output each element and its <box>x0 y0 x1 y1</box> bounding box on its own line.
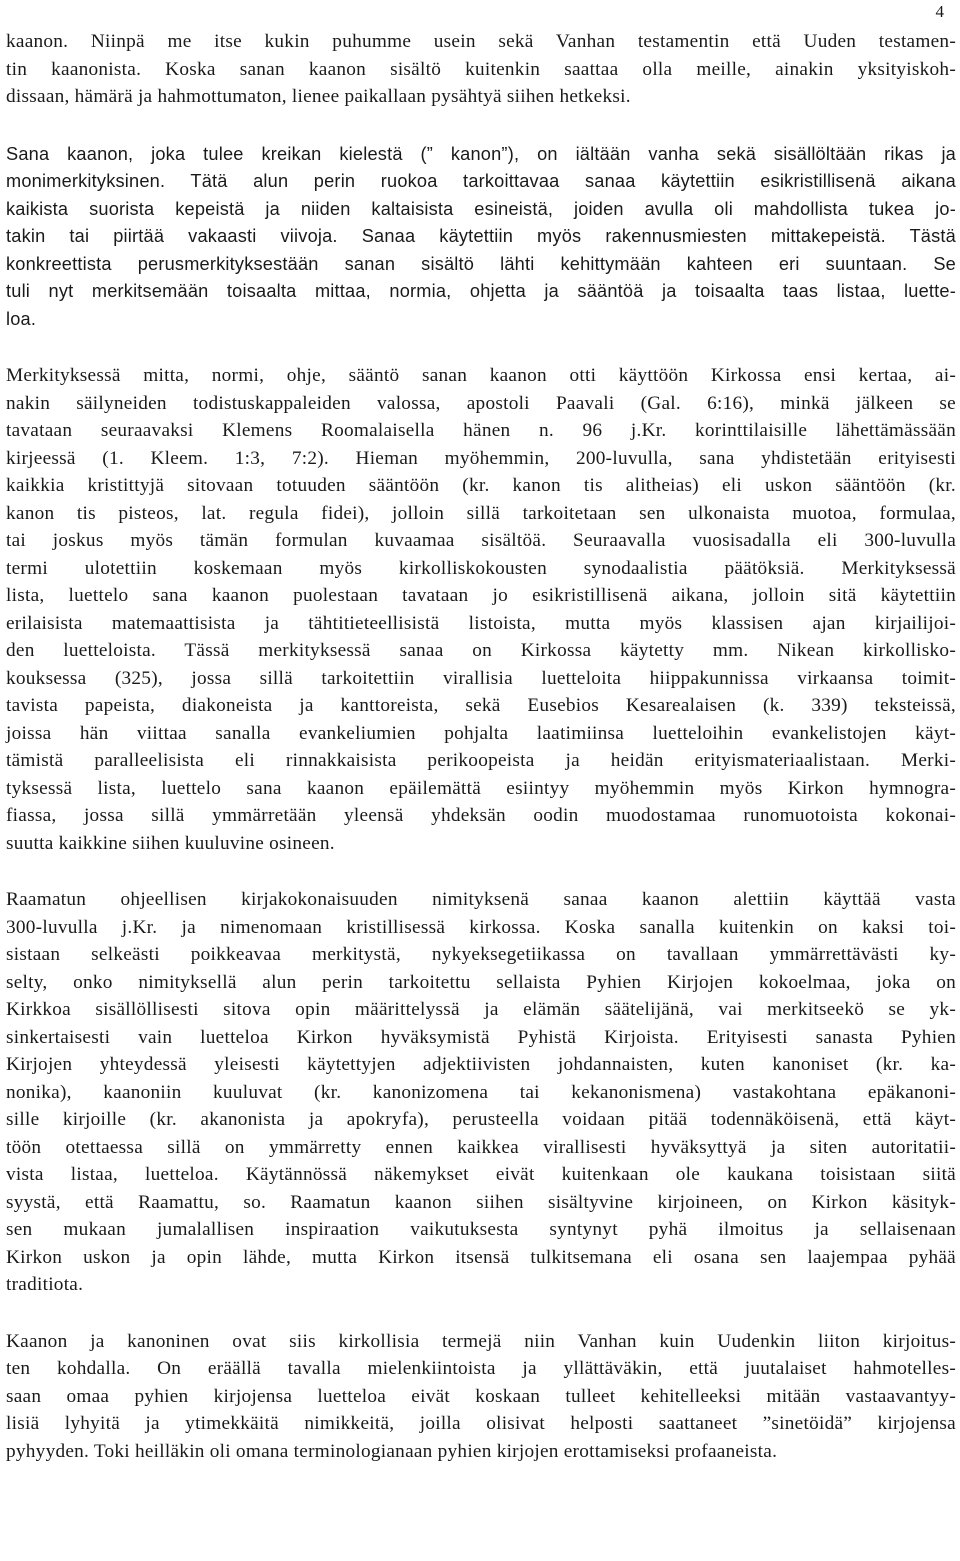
text-line: fiassa, jossa sillä ymmärretään yleensä yhdeksän oodin muodostamaa runomuotoista kokonai- <box>6 805 956 826</box>
paragraph <box>6 141 956 334</box>
text-line: konkreettista perusmerkityksestään sanan sisältö lähti kehittymään kahteen eri suuntaan. Se <box>6 253 956 274</box>
paragraph <box>6 362 956 857</box>
text-line: Kirkon uskon ja opin lähde, mutta Kirkon itsensä tulkitsemana eli osana sen laajempaa pyhää <box>6 1246 956 1268</box>
text-line: nakin säilyneiden todistuskappaleiden valossa, apostoli Paavali (Gal. 6:16), minkä jälkeen se <box>6 392 956 414</box>
text-line: suutta kaikkine siihen kuuluvine osineen. <box>6 832 335 854</box>
text-line: syystä, että Raamattu, so. Raamatun kaanon siihen sisältyvine kirjoineen, on Kirkon käsityk- <box>6 1191 956 1213</box>
text-line: kaikista suorista kepeistä ja niiden kaltaisista esineistä, joiden avulla oli mahdollista tukea jo- <box>6 198 956 219</box>
paragraph-gap <box>6 111 956 141</box>
text-line: vista listaa, luetteloa. Käytännössä näkemykset eivät kuitenkaan ole kaukana toisistaan siitä <box>6 1164 956 1185</box>
paragraph-gap <box>6 857 956 886</box>
text-line: Raamatun ohjeellisen kirjakokonaisuuden nimityksenä sanaa kaanon alettiin käyttää vasta <box>6 889 956 910</box>
paragraph-gap <box>6 1299 956 1328</box>
text-line: lista, luettelo sana kaanon puolestaan tavataan jo esikristillisenä aikana, jolloin sitä käytettiin <box>6 585 956 606</box>
text-line: sen mukaan jumalallisen inspiraation vaikutuksesta syntynyt pyhä ilmoitus ja sellaisenaan <box>6 1219 956 1240</box>
text-line: takin tai piirtää vakaasti viivoja. Sanaa käytettiin myös rakennusmiesten mittakepeistä. Tästä <box>6 226 956 246</box>
text-line: selty, onko nimityksellä alun perin tarkoitettu sellaista Pyhien Kirjojen kokoelmaa, joka on <box>6 971 956 993</box>
text-line: pyhyyden. Toki heilläkin oli omana terminologianaan pyhien kirjojen erottamiseksi profaaneista. <box>6 1440 778 1462</box>
text-line: sille kirjoille (kr. akanonista ja apokryfa), perusteella voidaan pitää todennäköisenä, että käyt- <box>6 1109 956 1130</box>
paragraph-gap <box>6 333 956 362</box>
paragraph <box>6 28 956 111</box>
text-line: dissaan, hämärä ja hahmottumaton, lienee paikallaan pysähtyä siihen hetkeksi. <box>6 86 631 107</box>
text-line: termi ulotettiin koskemaan myös kirkolliskokousten synodaalistia päätöksiä. Merkityksessä <box>6 557 956 579</box>
text-line: tavataan seuraavaksi Klemens Roomalaisella hänen n. 96 j.Kr. korinttilaisille lähettämässään <box>6 420 956 441</box>
text-line: saan omaa pyhien kirjojensa luetteloa eivät koskaan tulleet kehitelleeksi mitään vastaavantyy- <box>6 1385 956 1407</box>
text-line: lisiä lyhyitä ja ytimekkäitä nimikkeitä, joilla olisivat helposti saattaneet ”sinetöidä” kirjojensa <box>6 1413 956 1434</box>
text-line: tyksessä lista, luettelo sana kaanon epäilemättä esiintyy myöhemmin myös Kirkon hymnogra- <box>6 777 956 799</box>
text-line: Sana kaanon, joka tulee kreikan kielestä (” kanon”), on iältään vanha sekä sisällöltään rikas ja <box>6 143 956 164</box>
text-line: kaikkia kristittyjä sitovaan totuuden sääntöön (kr. kanon tis alitheias) eli uskon sääntöön (kr. <box>6 475 956 496</box>
text-line: erilaisista matemaattisista ja tähtitieteellisistä listoista, mutta myös klassisen ajan kirjailijoi- <box>6 612 956 634</box>
text-line: kouksessa (325), jossa sillä tarkoitettiin virallisia luetteloita hiippakunnissa virkaansa toimit- <box>6 667 956 689</box>
text-line: kaanon. Niinpä me itse kukin puhumme usein sekä Vanhan testamentin että Uuden testamen- <box>6 31 956 52</box>
text-line: traditiota. <box>6 1274 84 1295</box>
text-line: nonika), kaanoniin kuuluvat (kr. kanonizomena tai kekanonismena) vastakohtana epäkanoni- <box>6 1081 956 1103</box>
text-line: kanon tis pisteos, lat. regula fidei), jolloin sillä tarkoitetaan sen ulkonaista muotoa, formulaa, <box>6 502 956 524</box>
text-line: tuli nyt merkitsemään toisaalta mittaa, normia, ohjetta ja sääntöä ja toisaalta taas listaa, luette- <box>6 281 956 301</box>
text-line: Kirkkoa sisällöllisesti sitova opin määrittelyssä ja elämän säätelijänä, vai merkitseekö se yk- <box>6 999 956 1020</box>
text-line: ten kohdalla. On eräällä tavalla mielenkiintoista ja yllättäväkin, että juutalaiset hahmotelles- <box>6 1358 956 1379</box>
text-line: joissa hän viittaa sanalla evankeliumien pohjalta laatimiinsa luetteloihin evankelistojen käyt- <box>6 722 956 744</box>
text-line: tai joskus myös tämän formulan kuvaamaa sisältöä. Seuraavalla vuosisadalla eli 300-luvulla <box>6 530 956 551</box>
paragraph <box>6 1328 956 1466</box>
text-line: töön otettaessa sillä on ymmärretty ennen kaikkea virallisesti hyväksyttyä ja siten autoritatii- <box>6 1136 956 1158</box>
body-text <box>6 28 956 1465</box>
text-line: tin kaanonista. Koska sanan kaanon sisältö kuitenkin saattaa olla meille, ainakin yksityiskoh- <box>6 58 956 80</box>
text-line: 300-luvulla j.Kr. ja nimenomaan kristillisessä kirkossa. Koska sanalla kuitenkin on kaksi toi- <box>6 916 956 938</box>
text-line: loa. <box>6 308 37 329</box>
text-line: sinkertaisesti vain luetteloa Kirkon hyväksymistä Pyhistä Kirjoista. Erityisesti sanasta Pyhien <box>6 1026 956 1048</box>
text-line: Merkityksessä mitta, normi, ohje, sääntö sanan kaanon otti käyttöön Kirkossa ensi kertaa, ai- <box>6 365 956 386</box>
paragraph <box>6 886 956 1299</box>
page-number: 4 <box>935 2 944 21</box>
text-line: sistaan selkeästi poikkeavaa merkitystä, nykyeksegetiikassa on tavallaan ymmärrettävästi ky- <box>6 944 956 965</box>
text-line: den luetteloista. Tässä merkityksessä sanaa on Kirkossa käytetty mm. Nikean kirkollisko- <box>6 640 956 661</box>
text-line: tavista papeista, diakoneista ja kanttoreista, sekä Eusebios Kesarealaisen (k. 339) teksteissä, <box>6 695 956 716</box>
text-line: kirjeessä (1. Kleem. 1:3, 7:2). Hieman myöhemmin, 200-luvulla, sana yhdistetään erityisesti <box>6 447 956 469</box>
text-line: tämistä paralleelisista eli rinnakkaisista perikoopeista ja heidän erityismateriaalistaan. Merki- <box>6 750 956 771</box>
text-line: monimerkityksinen. Tätä alun perin ruokoa tarkoittavaa sanaa käytettiin esikristillisenä aikana <box>6 171 956 191</box>
text-line: Kirjojen yhteydessä yleisesti käytettyjen adjektiivisten johdannaisten, kuten kanoniset (kr. ka- <box>6 1054 956 1075</box>
text-line: Kaanon ja kanoninen ovat siis kirkollisia termejä niin Vanhan kuin Uudenkin liiton kirjoitus- <box>6 1330 956 1352</box>
